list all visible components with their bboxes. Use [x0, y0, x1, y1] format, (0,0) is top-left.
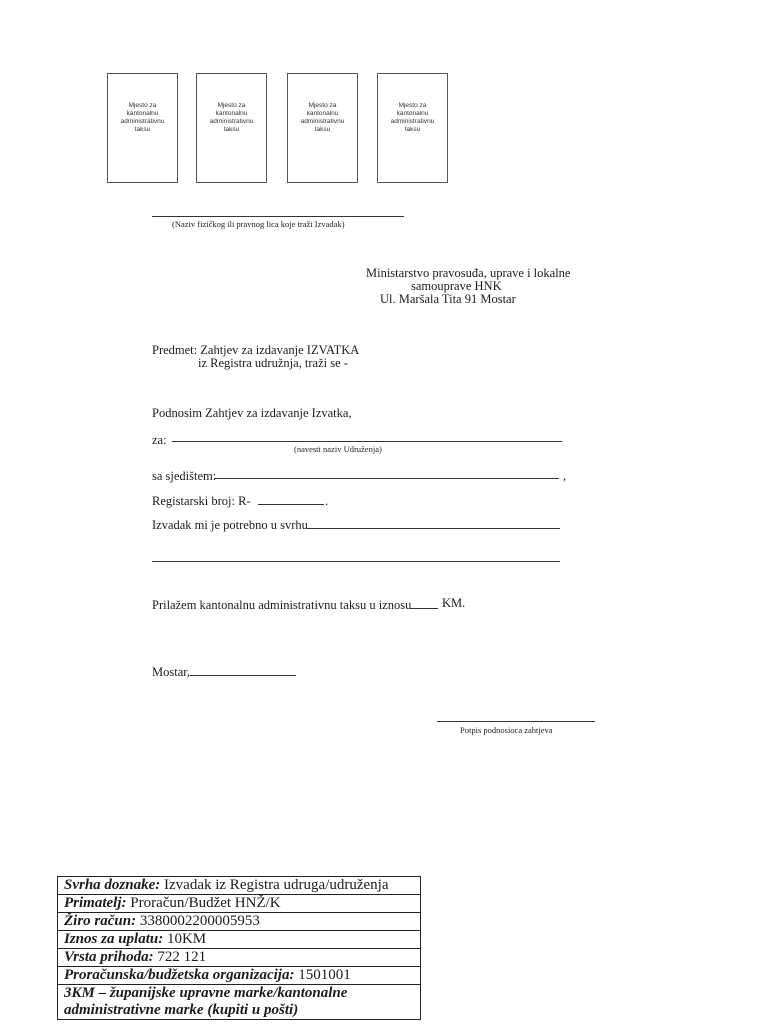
stamp-box-label: Mjesto za kantonalnu administrativnu taksu: [120, 102, 165, 133]
stamp-box-1: [107, 73, 178, 183]
payment-label: Žiro račun:: [64, 913, 137, 929]
subject-line-2: iz Registra udružnja, traži se -: [198, 356, 348, 370]
seat-comma: ,: [563, 469, 567, 483]
signature-line[interactable]: [437, 721, 595, 722]
registry-number-line[interactable]: [258, 504, 324, 505]
stamp-box-4: [377, 73, 448, 183]
stamp-box-label: Mjesto za kantonalnu administrativnu taksu: [300, 102, 345, 133]
seat-label: sa sjedištem:: [152, 469, 217, 483]
registry-number-period: .: [325, 494, 329, 508]
stamp-box-label: Mjesto za kantonalnu administrativnu taksu: [390, 102, 435, 133]
payment-value: Izvadak iz Registra udruga/udruženja: [164, 877, 389, 893]
recipient-line-2: samouprave HNK: [411, 279, 502, 293]
table-row: [58, 895, 421, 913]
purpose-line-1[interactable]: [307, 528, 560, 529]
fee-unit: KM.: [442, 596, 466, 610]
registry-number-label: Registarski broj: R-: [152, 494, 251, 508]
stamp-box-label: Mjesto za kantonalnu administrativnu taksu: [209, 102, 254, 133]
association-caption: (navesti naziv Udruženja): [294, 444, 382, 454]
recipient-line-3: Ul. Maršala Tita 91 Mostar: [380, 292, 516, 306]
payment-value: 3380002200005953: [139, 913, 260, 929]
payment-value: 10KM: [166, 931, 207, 947]
association-name-line[interactable]: [172, 441, 562, 442]
table-row: [58, 877, 421, 895]
payment-label: Svrha doznake:: [64, 877, 161, 893]
payment-label: Vrsta prihoda:: [64, 949, 154, 965]
applicant-name-line[interactable]: [152, 216, 404, 217]
table-row: [58, 967, 421, 985]
payment-label: Proračunska/budžetska organizacija:: [64, 967, 295, 983]
purpose-label: Izvadak mi je potrebno u svrhu: [152, 518, 308, 532]
stamp-box-2: [196, 73, 267, 183]
date-line[interactable]: [190, 675, 296, 676]
recipient-line-1: Ministarstvo pravosuđa, uprave i lokalne: [366, 266, 571, 280]
signature-caption: Potpis podnosioca zahtjeva: [460, 725, 553, 735]
payment-value: Proračun/Budžet HNŽ/K: [130, 895, 281, 911]
place-date-label: Mostar,: [152, 665, 191, 679]
table-row: [58, 949, 421, 967]
table-row: [58, 985, 421, 1020]
stamp-box-3: [287, 73, 358, 183]
payment-value: 722 121: [157, 949, 207, 965]
payment-info-table: [57, 876, 421, 1020]
payment-label: Primatelj:: [64, 895, 127, 911]
table-row: [58, 913, 421, 931]
payment-value: 1501001: [298, 967, 351, 983]
payment-note: 3KM – županijske upravne marke/kantonalne administrativne marke (kupiti u pošti): [58, 985, 421, 1020]
applicant-caption: (Naziv fizičkog ili pravnog lica koje traži Izvadak): [172, 219, 345, 229]
request-intro: Podnosim Zahtjev za izdavanje Izvatka,: [152, 406, 352, 420]
seat-line[interactable]: [214, 478, 559, 479]
payment-label: Iznos za uplatu:: [64, 931, 164, 947]
za-label: za:: [152, 433, 167, 447]
fee-amount-line[interactable]: [410, 608, 438, 609]
subject-line-1: Predmet: Zahtjev za izdavanje IZVATKA: [152, 343, 360, 357]
fee-text: Prilažem kantonalnu administrativnu taksu u iznosu: [152, 598, 412, 612]
table-row: [58, 931, 421, 949]
purpose-line-2[interactable]: [152, 561, 560, 562]
